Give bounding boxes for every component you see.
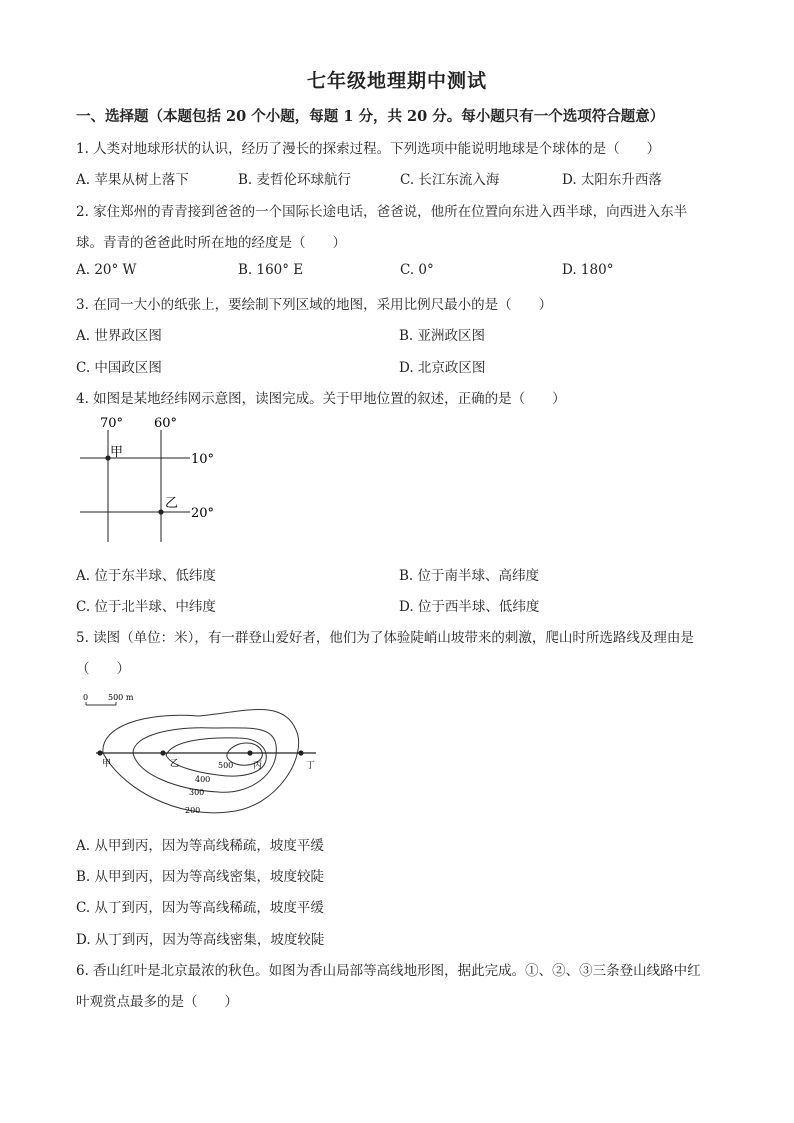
contour-label-200: 200 bbox=[185, 806, 201, 815]
label-yi: 乙 bbox=[170, 759, 180, 769]
q4-stem: 4. 如图是某地经纬网示意图，读图完成。关于甲地位置的叙述，正确的是（ ） bbox=[76, 391, 566, 407]
q2-option-d: D. 180° bbox=[562, 262, 614, 278]
q5-stem-line2: （ ） bbox=[76, 661, 130, 677]
q4-option-c: C. 位于北半球、中纬度 bbox=[76, 599, 216, 615]
lon-label-70: 70° bbox=[100, 416, 124, 431]
q5-contour-figure bbox=[78, 690, 328, 825]
contour-label-300: 300 bbox=[189, 788, 205, 797]
q3-option-d: D. 北京政区图 bbox=[399, 360, 486, 376]
point-ding bbox=[298, 750, 303, 755]
q5-option-c: C. 从丁到丙，因为等高线稀疏，坡度平缓 bbox=[76, 900, 324, 916]
label-jia: 甲 bbox=[102, 759, 112, 769]
lon-label-60: 60° bbox=[154, 416, 178, 431]
scale-label: 500 m bbox=[108, 693, 134, 702]
contour-label-500: 500 bbox=[218, 761, 234, 770]
label-jia: 甲 bbox=[110, 445, 124, 460]
q3-option-b: B. 亚洲政区图 bbox=[399, 328, 486, 344]
q2-option-a: A. 20° W bbox=[76, 262, 137, 278]
q6-stem-line2: 叶观赏点最多的是（ ） bbox=[76, 994, 238, 1010]
scale-zero: 0 bbox=[83, 693, 89, 702]
lat-label-20: 20° bbox=[191, 506, 215, 521]
q2-stem-line2: 球。青青的爸爸此时所在地的经度是（ ） bbox=[76, 235, 346, 251]
label-bing: 丙 bbox=[253, 761, 263, 771]
point-yi bbox=[160, 750, 165, 755]
q5-option-b: B. 从甲到丙，因为等高线密集，坡度较陡 bbox=[76, 869, 325, 885]
point-jia bbox=[97, 750, 102, 755]
q4-option-a: A. 位于东半球、低纬度 bbox=[76, 568, 216, 584]
q3-option-a: A. 世界政区图 bbox=[76, 328, 162, 344]
contour-label-400: 400 bbox=[195, 775, 211, 784]
q4-graticule-figure bbox=[70, 412, 230, 552]
q1-stem: 1. 人类对地球形状的认识，经历了漫长的探索过程。下列选项中能说明地球是个球体的是（ ） bbox=[76, 141, 661, 157]
point-yi bbox=[158, 509, 163, 514]
q1-option-b: B. 麦哲伦环球航行 bbox=[238, 172, 352, 188]
point-bing bbox=[247, 750, 252, 755]
q1-option-c: C. 长江东流入海 bbox=[400, 172, 500, 188]
q5-stem-line1: 5. 读图（单位：米），有一群登山爱好者，他们为了体验陡峭山坡带来的刺激，爬山时所选路线及理由是 bbox=[76, 630, 694, 646]
q2-option-b: B. 160° E bbox=[238, 262, 304, 278]
q2-option-c: C. 0° bbox=[400, 262, 434, 278]
q2-stem-line1: 2. 家住郑州的青青接到爸爸的一个国际长途电话，爸爸说，他所在位置向东进入西半球，向西进入东半 bbox=[76, 204, 688, 220]
q4-option-d: D. 位于西半球、低纬度 bbox=[399, 599, 540, 615]
q5-option-d: D. 从丁到丙，因为等高线密集，坡度较陡 bbox=[76, 932, 325, 948]
contour-200 bbox=[103, 710, 299, 813]
section-heading: 一、选择题（本题包括 20 个小题，每题 1 分，共 20 分。每小题只有一个选项符合题意） bbox=[76, 108, 665, 125]
q6-stem-line1: 6. 香山红叶是北京最浓的秋色。如图为香山局部等高线地形图，据此完成。①、②、③三条登山线路中红 bbox=[76, 963, 701, 979]
label-ding: 丁 bbox=[306, 761, 316, 771]
label-yi: 乙 bbox=[165, 496, 179, 511]
q3-stem: 3. 在同一大小的纸张上，要绘制下列区域的地图，采用比例尺最小的是（ ） bbox=[76, 297, 553, 313]
q5-option-a: A. 从甲到丙，因为等高线稀疏，坡度平缓 bbox=[76, 838, 324, 854]
q4-option-b: B. 位于南半球、高纬度 bbox=[399, 568, 540, 584]
page-title: 七年级地理期中测试 bbox=[306, 70, 487, 92]
q1-option-d: D. 太阳东升西落 bbox=[562, 172, 662, 188]
q1-option-a: A. 苹果从树上落下 bbox=[76, 172, 189, 188]
lat-label-10: 10° bbox=[191, 452, 215, 467]
q3-option-c: C. 中国政区图 bbox=[76, 360, 162, 376]
